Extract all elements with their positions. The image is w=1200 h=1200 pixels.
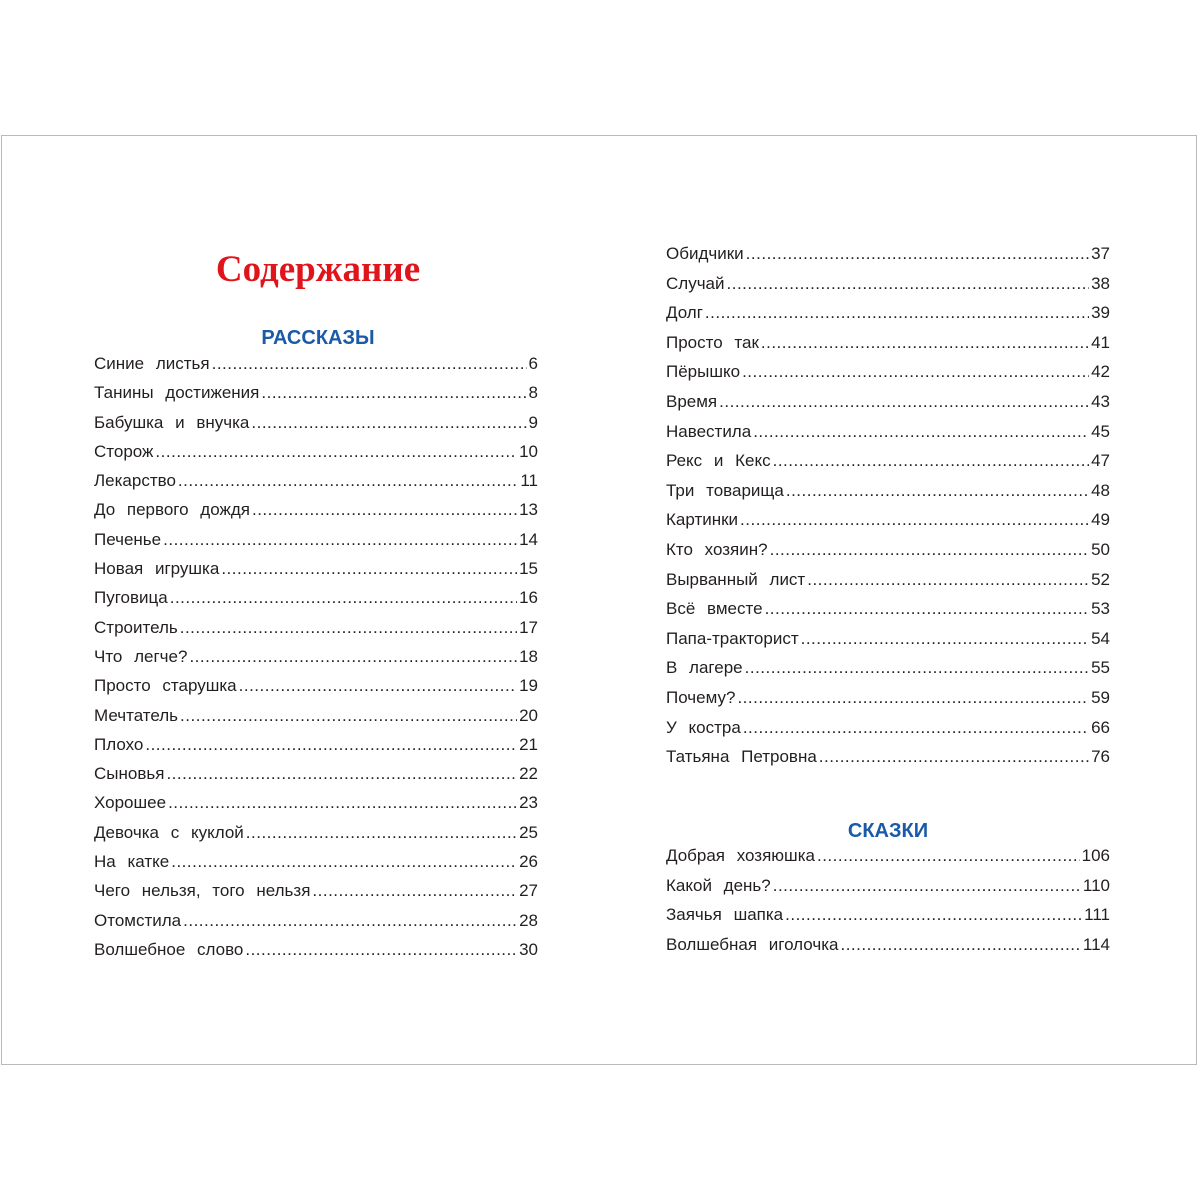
- toc-entry-title: Хорошее: [94, 793, 167, 813]
- toc-entry-page: 21: [519, 734, 538, 754]
- dot-leader: [817, 846, 1080, 866]
- toc-entry[interactable]: [94, 764, 538, 793]
- dot-leader: [719, 392, 1089, 412]
- toc-entry-page: 49: [1091, 510, 1110, 530]
- toc-entry-page: 110: [1082, 875, 1110, 895]
- toc-entry-title: Время: [666, 391, 718, 411]
- toc-entry-title: Рекс и Кекс: [666, 451, 771, 471]
- toc-entry-page: 42: [1091, 362, 1110, 382]
- toc-entry-title: Кто хозяин?: [666, 539, 768, 559]
- dot-leader: [261, 383, 526, 403]
- toc-entry[interactable]: [94, 471, 538, 500]
- dot-leader: [819, 747, 1089, 767]
- toc-entry[interactable]: [666, 392, 1110, 422]
- dot-leader: [246, 823, 517, 843]
- toc-entry-title: Печенье: [94, 529, 162, 549]
- toc-entry-page: 15: [519, 559, 538, 579]
- toc-entry-title: Вырванный лист: [666, 569, 806, 589]
- toc-entry[interactable]: [666, 451, 1110, 481]
- toc-entry[interactable]: [94, 881, 538, 910]
- dot-leader: [180, 706, 517, 726]
- dot-leader: [170, 588, 517, 608]
- toc-entry-page: 59: [1091, 687, 1110, 707]
- toc-entry-page: 30: [519, 939, 538, 959]
- toc-entry[interactable]: [94, 793, 538, 822]
- toc-entry-title: Волшебное слово: [94, 939, 244, 959]
- toc-list-right: [666, 244, 1110, 777]
- toc-entry-page: 76: [1091, 747, 1110, 767]
- toc-entry-title: Новая игрушка: [94, 559, 220, 579]
- toc-entry[interactable]: [94, 618, 538, 647]
- dot-leader: [178, 471, 518, 491]
- toc-entry[interactable]: [666, 422, 1110, 452]
- toc-entry-page: 8: [528, 383, 538, 403]
- dot-leader: [737, 688, 1089, 708]
- toc-entry[interactable]: [94, 559, 538, 588]
- toc-entry-page: 55: [1091, 658, 1110, 678]
- toc-entry-title: В лагере: [666, 658, 743, 678]
- toc-entry-title: До первого дождя: [94, 500, 250, 520]
- toc-entry-page: 54: [1091, 628, 1110, 648]
- toc-entry-page: 20: [519, 705, 538, 725]
- dot-leader: [166, 764, 517, 784]
- toc-entry[interactable]: [666, 599, 1110, 629]
- toc-entry[interactable]: [94, 588, 538, 617]
- dot-leader: [743, 718, 1089, 738]
- toc-entry-page: 114: [1082, 934, 1110, 954]
- toc-entry[interactable]: [666, 244, 1110, 274]
- toc-entry-title: Всё вместе: [666, 599, 763, 619]
- toc-entry-title: Танины достижения: [94, 383, 260, 403]
- dot-leader: [252, 500, 517, 520]
- toc-entry[interactable]: [666, 688, 1110, 718]
- toc-entry[interactable]: [94, 530, 538, 559]
- toc-entry-title: Картинки: [666, 510, 739, 530]
- toc-entry-title: Пуговица: [94, 588, 168, 608]
- toc-entry[interactable]: [666, 846, 1110, 876]
- toc-entry-title: Пёрышко: [666, 362, 741, 382]
- dot-leader: [773, 876, 1081, 896]
- toc-entry-page: 17: [519, 617, 538, 637]
- toc-entry-title: Случай: [666, 273, 725, 293]
- toc-entry-title: Сыновья: [94, 764, 165, 784]
- toc-entry-title: Что легче?: [94, 646, 188, 666]
- toc-entry-title: Какой день?: [666, 875, 771, 895]
- toc-entry-title: Девочка с куклой: [94, 822, 244, 842]
- section-heading-skazki: СКАЗКИ: [847, 820, 929, 842]
- toc-entry[interactable]: [666, 362, 1110, 392]
- toc-entry[interactable]: [666, 274, 1110, 304]
- dot-leader: [807, 570, 1089, 590]
- toc-entry-page: 9: [528, 412, 538, 432]
- dot-leader: [163, 530, 517, 550]
- dot-leader: [171, 852, 517, 872]
- toc-entry[interactable]: [94, 442, 538, 471]
- toc-entry-title: Строитель: [94, 617, 178, 637]
- toc-entry-page: 18: [519, 646, 538, 666]
- toc-entry-title: На катке: [94, 852, 170, 872]
- dot-leader: [746, 244, 1089, 264]
- toc-entry[interactable]: [94, 354, 538, 383]
- toc-entry-page: 25: [519, 822, 538, 842]
- dot-leader: [773, 451, 1089, 471]
- toc-entry[interactable]: [666, 658, 1110, 688]
- toc-entry[interactable]: [666, 876, 1110, 906]
- toc-entry-page: 50: [1091, 539, 1110, 559]
- dot-leader: [740, 510, 1089, 530]
- toc-entry-title: Отомстила: [94, 910, 182, 930]
- dot-leader: [840, 935, 1080, 955]
- book-spread: [1, 135, 1197, 1065]
- toc-entry-page: 6: [528, 354, 538, 373]
- toc-entry-title: Папа-тракторист: [666, 628, 799, 648]
- toc-entry-title: Синие листья: [94, 354, 210, 373]
- dot-leader: [212, 354, 527, 374]
- page-title: Содержание: [215, 249, 421, 290]
- toc-entry[interactable]: [94, 676, 538, 705]
- dot-leader: [180, 618, 517, 638]
- toc-entry-title: Три товарища: [666, 480, 784, 500]
- dot-leader: [168, 793, 517, 813]
- toc-entry-page: 53: [1091, 599, 1110, 619]
- toc-entry-page: 37: [1091, 244, 1110, 263]
- toc-entry-title: У костра: [666, 717, 741, 737]
- toc-entry-title: Навестила: [666, 421, 752, 441]
- dot-leader: [251, 413, 526, 433]
- toc-entry[interactable]: [94, 940, 538, 969]
- toc-entry-title: Сторож: [94, 441, 154, 461]
- dot-leader: [765, 599, 1090, 619]
- toc-entry[interactable]: [94, 823, 538, 852]
- toc-entry-page: 26: [519, 852, 538, 872]
- dot-leader: [245, 940, 517, 960]
- toc-entry-page: 45: [1091, 421, 1110, 441]
- toc-entry-page: 38: [1091, 273, 1110, 293]
- dot-leader: [155, 442, 517, 462]
- toc-entry-page: 11: [520, 471, 538, 491]
- toc-entry-title: Лекарство: [94, 471, 176, 491]
- toc-entry[interactable]: [666, 540, 1110, 570]
- toc-entry-page: 52: [1091, 569, 1110, 589]
- toc-entry[interactable]: [94, 500, 538, 529]
- toc-entry-title: Просто так: [666, 332, 759, 352]
- toc-entry[interactable]: [666, 303, 1110, 333]
- dot-leader: [761, 333, 1089, 353]
- dot-leader: [753, 422, 1089, 442]
- toc-entry-page: 13: [519, 500, 538, 520]
- toc-entry[interactable]: [666, 935, 1110, 965]
- toc-entry-page: 23: [519, 793, 538, 813]
- dot-leader: [183, 911, 517, 931]
- toc-entry[interactable]: [94, 852, 538, 881]
- toc-entry-title: Волшебная иголочка: [666, 934, 839, 954]
- toc-entry-page: 19: [519, 676, 538, 696]
- toc-entry[interactable]: [666, 718, 1110, 748]
- toc-entry-title: Просто старушка: [94, 676, 237, 696]
- toc-entry-title: Плохо: [94, 734, 144, 754]
- toc-entry[interactable]: [94, 911, 538, 940]
- toc-entry-page: 16: [519, 588, 538, 608]
- toc-entry-page: 39: [1091, 303, 1110, 323]
- toc-entry-title: Почему?: [666, 687, 736, 707]
- toc-entry[interactable]: [666, 510, 1110, 540]
- dot-leader: [742, 362, 1089, 382]
- dot-leader: [145, 735, 517, 755]
- toc-entry-page: 27: [519, 881, 538, 901]
- toc-entry-page: 41: [1091, 332, 1110, 352]
- toc-entry-page: 106: [1081, 846, 1110, 865]
- toc-entry-title: Чего нельзя, того нельзя: [94, 881, 311, 901]
- dot-leader: [727, 274, 1090, 294]
- toc-entry-page: 22: [519, 764, 538, 784]
- toc-entry-title: Обидчики: [666, 244, 744, 263]
- toc-entry[interactable]: [94, 413, 538, 442]
- toc-list-left: [94, 354, 538, 969]
- toc-entry[interactable]: [666, 333, 1110, 363]
- toc-entry-page: 10: [519, 441, 538, 461]
- toc-entry[interactable]: [666, 629, 1110, 659]
- toc-entry-title: Бабушка и внучка: [94, 412, 250, 432]
- toc-entry-title: Заячья шапка: [666, 905, 784, 925]
- dot-leader: [745, 658, 1089, 678]
- dot-leader: [770, 540, 1089, 560]
- toc-entry-page: 43: [1091, 391, 1110, 411]
- dot-leader: [221, 559, 517, 579]
- toc-entry[interactable]: [666, 481, 1110, 511]
- dot-leader: [705, 303, 1089, 323]
- dot-leader: [239, 676, 517, 696]
- dot-leader: [801, 629, 1089, 649]
- toc-entry[interactable]: [94, 383, 538, 412]
- dot-leader: [189, 647, 517, 667]
- toc-entry[interactable]: [666, 747, 1110, 777]
- toc-entry-page: 14: [519, 529, 538, 549]
- toc-entry-title: Долг: [666, 303, 703, 323]
- toc-entry[interactable]: [94, 706, 538, 735]
- toc-entry-page: 111: [1084, 905, 1110, 925]
- toc-entry-page: 48: [1091, 480, 1110, 500]
- toc-entry-page: 47: [1091, 451, 1110, 471]
- toc-entry-page: 28: [519, 910, 538, 930]
- dot-leader: [786, 481, 1089, 501]
- toc-entry[interactable]: [94, 647, 538, 676]
- toc-entry-title: Мечтатель: [94, 705, 179, 725]
- section-heading-rasskazy: РАССКАЗЫ: [261, 327, 375, 349]
- toc-entry-page: 66: [1091, 717, 1110, 737]
- toc-entry[interactable]: [94, 735, 538, 764]
- toc-entry[interactable]: [666, 905, 1110, 935]
- toc-list-skazki: [666, 846, 1110, 964]
- toc-entry[interactable]: [666, 570, 1110, 600]
- toc-entry-title: Добрая хозяюшка: [666, 846, 815, 865]
- toc-entry-title: Татьяна Петровна: [666, 747, 817, 767]
- dot-leader: [785, 905, 1082, 925]
- dot-leader: [312, 881, 517, 901]
